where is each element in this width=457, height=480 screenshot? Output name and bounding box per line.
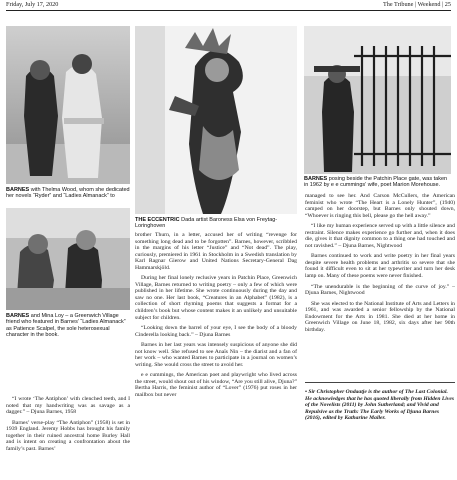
photo-barnes-wood-image [6, 26, 130, 184]
masthead-rule [6, 10, 451, 11]
caption-lead: BARNES [6, 313, 30, 319]
issue-date: Friday, July 17, 2020 [6, 1, 59, 8]
pull-quote: “Looking down the barrel of your eye, I see the body of a bloody Cinderella looking back.” – Djuna Barnes [135, 325, 297, 338]
article-paragraph: During her final lonely reclusive years in Patchin Place, Greenwich Village, Barnes returned to writing poetry – only a few of which were published in her lifetime. She wrote continuously during the day and saw no one. Her last book, “Creatures in an Alphabet” (1982), is a collection of short rhyming poems that suggests a format for a children’s book but whose content makes it an unlikely and unsuitable subject for children. [135, 275, 297, 321]
photo-barnes-gate [304, 26, 451, 174]
caption-elsa [135, 217, 297, 230]
caption-text: with Thelma Wood, whom she dedicated her novels “Ryder” and “Ladies Almanack” to [6, 187, 130, 200]
article-paragraph: e e cummings, the American poet and playwright who lived across the street, would shout out of his window, “Are you still alive, Djuna?” Bertha Harris, the feminist author of “Lover” (1976) put roses in her mailbox but never [135, 372, 297, 399]
article-paragraph: managed to see her. And Carson McCullers, the American feminist who wrote “The Heart is a Lonely Hunter”, (1940) camped on her doorstep, but Barnes only shouted down, “Whoever is ringing this bell, please go the hell away.” [305, 193, 455, 219]
caption-text: posing beside the Patchin Place gate, was taken in 1962 by e e cummings’ wife, poet Marion Morehouse. [304, 176, 448, 189]
article-paragraph: brother Thurn, in a letter, accused her of writing “revenge for something long dead and to be forgotten”. Barnes, however, scribbled in the margins of his letter “Justice” and “Not dead”. The play, curiously, premiered in 1961 in Stockholm in a Swedish translation by Karl Ragnar Gierow and United Nations Secretary-General Dag Hammarskjöld. [135, 232, 297, 271]
photo-barnes-gate-image [304, 26, 451, 174]
photo-elsa-image [135, 26, 297, 214]
caption-barnes-wood [6, 187, 130, 200]
article-column-3 [305, 193, 455, 337]
caption-lead: BARNES [6, 187, 30, 193]
article-column-1 [6, 396, 130, 456]
photo-elsa [135, 26, 297, 214]
masthead [6, 0, 451, 10]
photo-barnes-loy [6, 208, 130, 310]
article-column-2 [135, 232, 297, 403]
caption-barnes-gate [304, 176, 451, 189]
photo-barnes-wood [6, 26, 130, 184]
author-bio: • Sir Christopher Ondaatje is the author of The Last Colonial. He acknowledges that he has quoted liberally from Hidden Lives of the Novelists (2011) by John Sutherland; and Vivid and Repulsive as the Truth: The Early Works of Djuna Barnes (2016), edited by Katharine Maller. [305, 382, 455, 422]
caption-lead: THE ECCENTRIC [135, 217, 180, 223]
photo-barnes-loy-image [6, 208, 130, 310]
article-paragraph: Barnes in her last years was intensely suspicious of anyone she did not know well. She refused to see Anaïs Nin – the diarist and a fan of her work – who wanted Barnes to participate in a journal on women’s writing. She would cross the street to avoid her. [135, 342, 297, 368]
caption-barnes-loy [6, 313, 130, 339]
article-paragraph: Barnes continued to work and write poetry in her final years despite severe health problems and arthritis so severe that she found it difficult even to sit at her typewriter and turn her desk lamp on. Many of these poems were never finished. [305, 253, 455, 280]
caption-text: and Mina Loy – a Greenwich Village friend who featured in Barnes’ “Ladies Almanack” as Patience Scalpel, the sole heterosexual character in the book. [6, 313, 126, 339]
pull-quote: “The unendurable is the beginning of the curve of joy.” – Djuna Barnes, Nightwood [305, 283, 455, 297]
article-paragraph: “I wrote ‘The Antiphon’ with clenched teeth, and I noted that my handwriting was as savage as a dagger.” – Djuna Barnes, 1958 [6, 396, 130, 416]
caption-text: Dada artist Baroness Elsa von Freytag-Loringhoven [135, 217, 278, 230]
caption-lead: BARNES [304, 176, 328, 182]
article-paragraph: Barnes’ verse-play “The Antiphon” (1958) is set in 1939 England. Jeremy Hobbs has brought his family together in their ruined ancestral home Burley Hall and is intent on creating a confrontation about the family’s past. Barnes’ [6, 419, 130, 452]
pull-quote: “I like my human experience served up with a little silence and restraint. Silence makes experience go further and, when it does die, gives it that dignity common to a thing one had touched and not ravished.” – Djuna Barnes, Nightwood [305, 223, 455, 249]
article-paragraph: She was elected to the National Institute of Arts and Letters in 1961, and was awarded a senior fellowship by the National Endowment for the Arts in 1981. She died at her home in Greenwich Village on June 18, 1982, six days after her 90th birthday. [305, 300, 455, 333]
paper-section: The Tribune | Weekend | 25 [382, 1, 451, 8]
